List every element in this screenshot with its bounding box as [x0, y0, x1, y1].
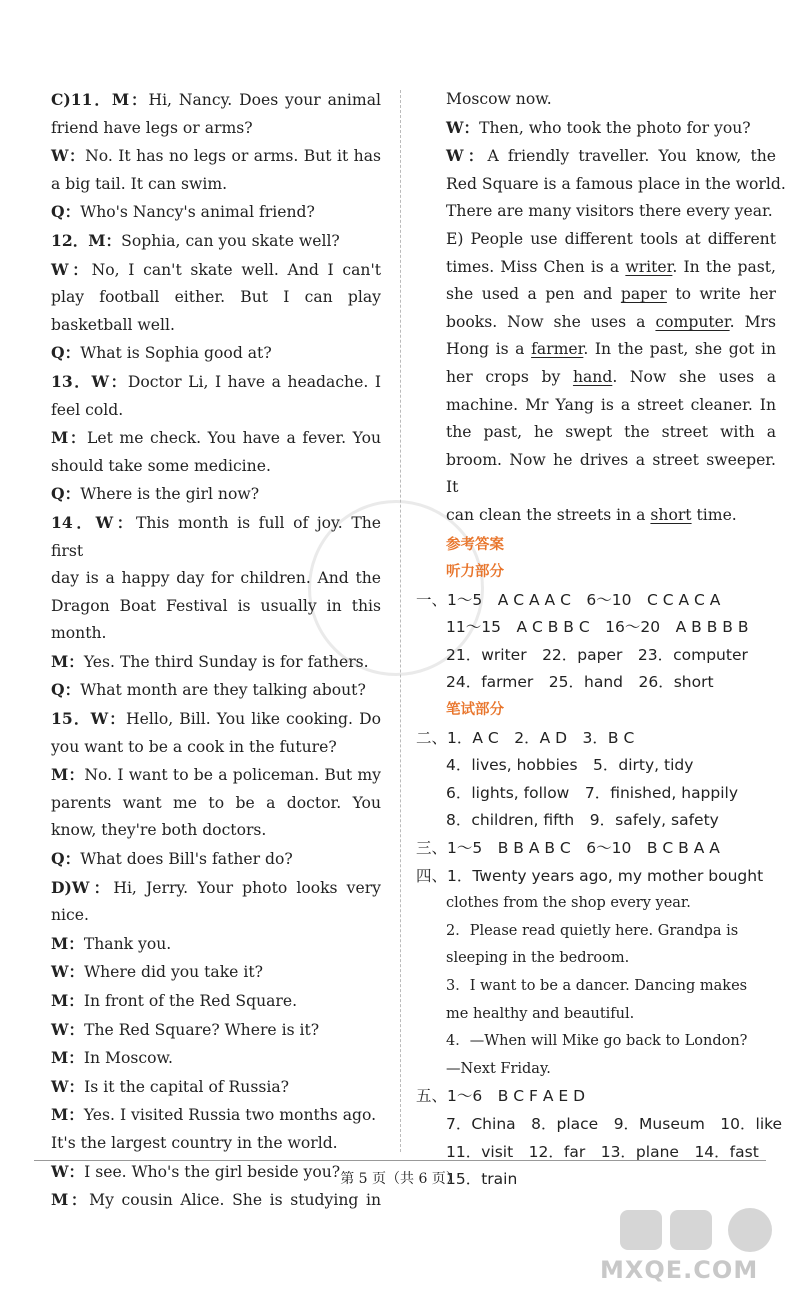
answer-row: clothes from the shop every year.	[446, 895, 691, 912]
underlined-word: short	[650, 505, 692, 524]
dialog-line	[51, 790, 381, 818]
dialog-line	[51, 284, 381, 312]
dialog-text: day is a happy day for children. And the	[51, 569, 381, 588]
right-column	[416, 86, 786, 1194]
dialog-text: What does Bill's father do?	[80, 850, 293, 869]
dialog-text: Yes. I visited Russia two months ago.	[83, 1106, 377, 1125]
underlined-word: farmer	[531, 340, 584, 359]
answer-row: sleeping in the bedroom.	[446, 950, 630, 967]
dialog-text: play football either. But I can play	[51, 288, 381, 307]
dialog-text: basketball well.	[51, 315, 175, 334]
answer-row: 24．farmer 25．hand 26．short	[446, 673, 714, 692]
dialog-line	[51, 734, 381, 762]
speaker-label: M：	[51, 1190, 90, 1210]
dialog-text: I see. Who's the girl beside you?	[84, 1162, 341, 1181]
dialog-line	[51, 676, 381, 705]
dialog-line	[446, 171, 786, 199]
answer-row: 6．lights, follow 7．finished, happily	[446, 783, 739, 802]
dialog-text: nice.	[51, 906, 89, 925]
dialog-text: Then, who took the photo for you?	[479, 118, 751, 137]
dialog-line	[51, 902, 381, 930]
answer-row: 五、1～6 B C F A E D	[416, 1087, 586, 1106]
passage-line: broom. Now he drives a street sweeper. It	[446, 450, 776, 497]
dialog-text: Sophia, can you skate well?	[121, 231, 340, 250]
underlined-word: hand	[572, 367, 613, 386]
dialog-text: Is it the capital of Russia?	[84, 1077, 289, 1096]
answer-row: 15．train	[446, 1170, 518, 1189]
dialog-text: Hi, Jerry. Your photo looks very	[113, 878, 381, 897]
answer-row: 11．visit 12．far 13．plane 14．fast	[446, 1142, 759, 1161]
speaker-label: Q：	[51, 343, 81, 363]
answer-row: 8．children, fifth 9．safely, safety	[446, 811, 719, 830]
speaker-label: M：	[51, 991, 84, 1010]
dialog-text: you want to be a cook in the future?	[51, 737, 337, 756]
speaker-label: 13．W：	[51, 371, 128, 391]
dialog-text: The Red Square? Where is it?	[84, 1020, 320, 1039]
dialog-line	[446, 114, 776, 143]
dialog-line	[51, 1130, 381, 1158]
dialog-line	[51, 424, 381, 453]
answer-row: 21．writer 22．paper 23．computer	[446, 645, 748, 664]
answer-key	[416, 532, 783, 1194]
speaker-label: C)11．M：	[51, 90, 149, 109]
dialog-line	[51, 256, 381, 285]
dialog-line	[51, 593, 381, 621]
dialog-text: Hi, Nancy. Does your animal	[148, 91, 381, 109]
answer-row: 7．China 8．place 9．Museum 10．like	[446, 1114, 783, 1133]
dialog-text: Let me check. You have a fever. You	[87, 429, 381, 448]
passage-line: Hong is a farmer. In the past, she got in	[446, 340, 776, 359]
speaker-label: W：	[446, 117, 480, 137]
answer-row: 一、1～5 A C A A C 6～10 C C A C A	[416, 590, 721, 609]
dialog-line	[51, 480, 381, 509]
answer-row: 三、1～5 B B A B C 6～10 B C B A A	[416, 839, 720, 858]
speaker-label: W：	[51, 1161, 85, 1181]
watermark-text: MXQE.COM	[600, 1256, 759, 1284]
dialog-line	[51, 1044, 381, 1073]
section-label: 四、	[416, 866, 448, 885]
dialog-text: a big tail. It can swim.	[51, 174, 228, 193]
speaker-label: W：	[51, 962, 85, 982]
dialog-line	[51, 565, 381, 593]
passage-line: times. Miss Chen is a writer. In the past,	[446, 257, 776, 276]
answer-row: 2．Please read quietly here. Grandpa is	[446, 922, 739, 939]
answer-row	[416, 863, 776, 891]
dialog-line	[51, 958, 381, 987]
speaker-label: W：	[51, 259, 92, 279]
dialog-line	[51, 1073, 381, 1102]
underlined-word: computer	[655, 312, 730, 331]
written-section-heading: 笔试部分	[446, 702, 504, 719]
dialog-line	[51, 368, 381, 397]
dialog-line	[51, 453, 381, 481]
speaker-label: 15．W：	[51, 709, 127, 729]
answer-row: 11～15 A C B B C 16～20 A B B B B	[446, 618, 749, 637]
answer-row: 4．lives, hobbies 5．dirty, tidy	[446, 756, 694, 775]
dialog-text: My cousin Alice. She is studying in	[89, 1191, 381, 1210]
underlined-word: paper	[620, 285, 667, 304]
speaker-label: M：	[51, 765, 85, 785]
speaker-label: W：	[51, 1019, 85, 1039]
dialog-line	[446, 142, 776, 171]
dialog-text: Hello, Bill. You like cooking. Do	[126, 710, 381, 729]
dialog-text: friend have legs or arms?	[51, 118, 253, 137]
dialog-text: Red Square is a famous place in the world.	[446, 174, 786, 193]
dialog-text: Thank you.	[83, 934, 172, 953]
answer-row: 二、1．A C 2．A D 3．B C	[416, 728, 635, 747]
dialog-line	[51, 874, 381, 903]
answer-text: 1．Twenty years ago, my mother bought	[447, 866, 764, 885]
passage-line: E) People use different tools at different	[446, 229, 776, 248]
passage-line: she used a pen and paper to write her	[446, 285, 776, 304]
dialog-text: What is Sophia good at?	[80, 344, 272, 363]
dialog-text: This month is full of joy. The first	[51, 513, 381, 560]
dialog-text: month.	[51, 624, 107, 643]
speaker-label: Q：	[51, 849, 81, 869]
dialog-line	[51, 115, 381, 143]
dialog-line	[51, 397, 381, 425]
speaker-label: 14．W：	[51, 512, 136, 532]
dialog-line	[51, 987, 381, 1016]
dialog-text: feel cold.	[51, 400, 124, 419]
passage-e	[446, 226, 776, 530]
left-column	[51, 86, 381, 1215]
dialog-line	[51, 1101, 381, 1130]
dialog-text: Moscow now.	[446, 90, 552, 108]
dialog-text: should take some medicine.	[51, 456, 271, 475]
dialog-text: Where is the girl now?	[80, 485, 260, 504]
dialog-text: know, they're both doctors.	[51, 821, 267, 840]
dialog-text: No. I want to be a policeman. But my	[84, 766, 381, 785]
speaker-label: M：	[51, 1105, 84, 1125]
speaker-label: Q：	[51, 484, 81, 504]
dialog-line	[51, 86, 381, 115]
dialog-text: In Moscow.	[83, 1049, 173, 1068]
passage-line: machine. Mr Yang is a street cleaner. In	[446, 395, 776, 414]
passage-line: can clean the streets in a short time.	[446, 505, 737, 524]
dialog-line	[51, 845, 381, 874]
dialog-text: No, I can't skate well. And I can't	[91, 260, 382, 279]
dialog-line	[446, 198, 776, 226]
speaker-label: M：	[51, 651, 84, 671]
dialog-text: Where did you take it?	[84, 963, 263, 982]
footer-rule	[34, 1160, 766, 1161]
speaker-label: Q：	[51, 680, 81, 700]
passage-line: books. Now she uses a computer. Mrs	[446, 312, 776, 331]
speaker-label: M：	[51, 933, 84, 953]
dialog-line	[446, 86, 776, 114]
dialog-line	[51, 227, 381, 256]
page-number: 第 5 页（共 6 页）	[340, 1171, 460, 1187]
answer-row: —Next Friday.	[446, 1060, 551, 1077]
speaker-label: 12．M：	[51, 230, 122, 250]
dialog-text: There are many visitors there every year.	[446, 202, 773, 221]
dialog-text: A friendly traveller. You know, the	[487, 147, 776, 166]
speaker-label: W：	[446, 146, 488, 166]
dialog-text: What month are they talking about?	[80, 681, 366, 700]
dialog-line	[51, 171, 381, 199]
speaker-label: W：	[51, 146, 86, 166]
listening-section-heading: 听力部分	[446, 564, 504, 581]
speaker-label: M：	[51, 1048, 84, 1068]
answer-row: 4．—When will Mike go back to London?	[446, 1033, 748, 1050]
dialog-text: parents want me to be a doctor. You	[51, 793, 381, 812]
dialog-line	[51, 312, 381, 340]
passage-line: her crops by hand. Now she uses a	[446, 367, 777, 386]
dialog-line	[51, 142, 381, 171]
dialog-continuation	[446, 86, 786, 226]
speaker-label: D)W：	[51, 877, 114, 897]
column-divider	[400, 90, 401, 1152]
dialog-line	[51, 930, 381, 959]
dialog-text: It's the largest country in the world.	[51, 1133, 338, 1152]
dialog-line	[51, 761, 381, 790]
dialog-line	[51, 648, 381, 677]
underlined-word: writer	[625, 257, 673, 276]
dialog-line	[51, 509, 381, 565]
dialog-text: Dragon Boat Festival is usually in this	[51, 596, 381, 615]
dialog-line	[51, 1016, 381, 1045]
passage-line: the past, he swept the street with a	[446, 423, 776, 442]
dialog-line	[51, 705, 381, 734]
dialog-line	[51, 817, 381, 845]
answer-row: 3．I want to be a dancer. Dancing makes	[446, 978, 748, 994]
dialog-text: No. It has no legs or arms. But it has	[85, 147, 382, 166]
speaker-label: M：	[51, 428, 88, 448]
dialog-text: Yes. The third Sunday is for fathers.	[83, 652, 369, 671]
dialog-line	[51, 620, 381, 648]
speaker-label: W：	[51, 1076, 85, 1096]
dialog-line	[51, 198, 381, 227]
dialog-line	[51, 1186, 381, 1215]
answer-key-heading: 参考答案	[446, 536, 504, 553]
dialog-text: Who's Nancy's animal friend?	[80, 203, 315, 222]
speaker-label: Q：	[51, 202, 81, 222]
answer-row: me healthy and beautiful.	[446, 1005, 635, 1022]
dialog-text: In front of the Red Square.	[83, 992, 298, 1010]
dialog-line	[51, 339, 381, 368]
dialog-text: Doctor Li, I have a headache. I	[127, 372, 381, 391]
